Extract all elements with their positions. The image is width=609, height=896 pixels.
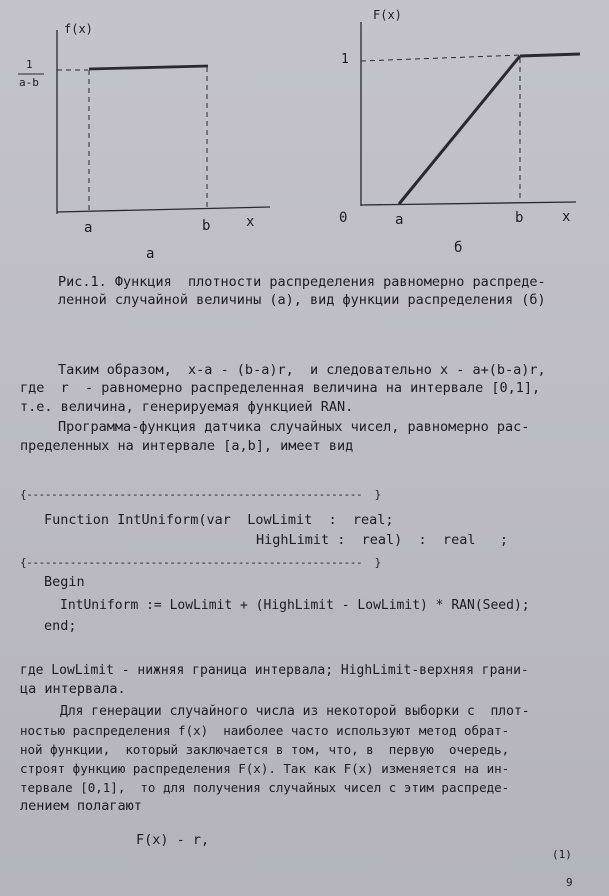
para3-line-2: ца интервала. [20,681,126,697]
plot-a-xlabel: x [246,214,255,230]
plot-a-xtick-b: b [202,218,211,234]
para1-line-3: т.е. величина, генерируемая функцией RAN. [20,399,354,415]
plot-b-dash-1 [361,55,522,61]
plot-b-ytick-1: 1 [341,52,349,67]
code-declaration-line-2: HighLimit : real) : real ; [256,532,508,548]
plot-b-panel-label: б [454,240,463,256]
page-number: 9 [566,876,573,889]
plot-a-xtick-a: a [84,220,93,236]
plot-b-xlabel: x [562,209,571,225]
para3-line-1: где LowLimit - нижняя граница интервала; HighLimit-верхняя грани- [20,663,529,678]
code-separator-top: {------------------------------------------------------ } [20,488,381,501]
para2-line-1: Программа-функция датчика случайных чисел, равномерно рас- [58,419,530,435]
plot-b-xtick-a: a [395,212,404,228]
figure-caption-line-2: ленной случайной величины (а), вид функции распределения (б) [58,292,546,308]
plot-a-ylabel: f(x) [64,22,93,36]
code-declaration-line-1: Function IntUniform(var LowLimit : real; [44,512,394,528]
plot-b-xtick-b: b [515,210,524,226]
para4-line-1: Для генерации случайного числа из некоторой выборки с плот- [60,704,530,719]
plot-a [18,30,270,214]
para1-line-2: где r - равномерно распределенная величина на интервале [0,1], [20,380,541,396]
para4-line-5: тервале [0,1], то для получения случайных чисел с этим распреде- [20,780,510,795]
plot-b-ylabel: F(x) [373,8,402,22]
plot-a-ytick-numerator: 1 [26,58,33,71]
plot-b-cdf-flat [520,54,580,56]
code-separator-bottom: {------------------------------------------------------ } [20,556,381,569]
para1-line-1: Таким образом, x-a - (b-a)r, и следовательно x - a+(b-a)r, [58,362,546,378]
para4-line-6: лением полагают [20,798,142,814]
code-end: end; [44,618,77,634]
para2-line-2: пределенных на интервале [a,b], имеет вид [20,438,354,454]
para4-line-4: строят функцию распределения F(x). Так как F(x) изменяется на ин- [20,761,510,776]
plot-b-cdf-ramp [399,56,520,204]
plot-b-xtick-0: 0 [339,210,348,226]
plot-b-x-axis [361,202,576,205]
formula: F(x) - r, [136,832,210,848]
para4-line-2: ностью распределения f(x) наиболее часто используют метод обрат- [20,723,510,738]
code-begin: Begin [44,574,85,590]
plot-b [361,22,580,206]
figure-caption-line-1: Рис.1. Функция плотности распределения равномерно распреде- [58,274,546,290]
equation-number: (1) [552,848,572,861]
plot-a-panel-label: а [146,246,155,262]
plot-a-ytick-denominator: a-b [19,76,39,89]
code-body: IntUniform := LowLimit + (HighLimit - LowLimit) * RAN(Seed); [60,598,530,613]
para4-line-3: ной функции, который заключается в том, что, в первую очередь, [20,742,510,757]
plot-a-density-line [89,66,208,69]
